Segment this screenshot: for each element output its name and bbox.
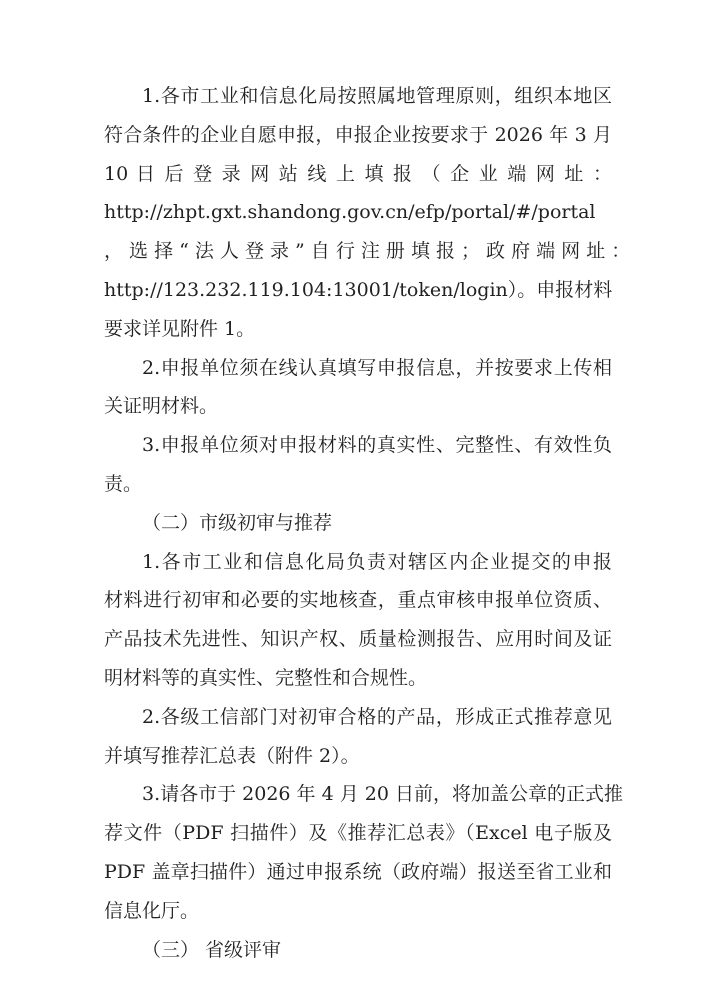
text-line: 责。 <box>104 472 143 495</box>
text-line: 产品技术先进性、知识产权、质量检测报告、应用时间及证 <box>104 628 612 651</box>
paragraph <box>104 543 612 698</box>
text-line: 明材料等的真实性、完整性和合规性。 <box>104 666 428 689</box>
paragraph <box>104 698 612 776</box>
paragraph <box>104 349 612 427</box>
paragraph <box>104 775 623 930</box>
text-line: 2.各级工信部门对初审合格的产品，形成正式推荐意见 <box>142 705 612 728</box>
text-line: 材料进行初审和必要的实地核查，重点审核申报单位资质、 <box>104 589 612 612</box>
text-line: ， 选 择 “ 法 人 登 录 ” 自 行 注 册 填 报 ； 政 府 端 网 址 ： <box>104 240 631 263</box>
text-line: （二）市级初审与推荐 <box>142 511 333 534</box>
text-line: （三） 省级评审 <box>142 938 282 961</box>
paragraph <box>104 426 612 504</box>
text-line: 3.申报单位须对申报材料的真实性、完整性、有效性负 <box>142 434 612 457</box>
text-line: 10 日 后 登 录 网 站 线 上 填 报 （ 企 业 端 网 址 ： <box>104 162 612 185</box>
text-line: 信息化厅。 <box>104 899 200 922</box>
text-line: http://zhpt.gxt.shandong.gov.cn/efp/portal/#/portal <box>104 201 596 224</box>
text-line: 1.各市工业和信息化局负责对辖区内企业提交的申报 <box>142 550 612 573</box>
text-line: 要求详见附件 1。 <box>104 317 256 340</box>
text-line: 2.申报单位须在线认真填写申报信息，并按要求上传相 <box>142 356 612 379</box>
text-line: 3.请各市于 2026 年 4 月 20 日前，将加盖公章的正式推 <box>142 783 623 806</box>
text-line: 荐文件（PDF 扫描件）及《推荐汇总表》（Excel 电子版及 <box>104 822 612 845</box>
text-line: 1.各市工业和信息化局按照属地管理原则，组织本地区 <box>142 85 612 107</box>
text-line: 并填写推荐汇总表（附件 2）。 <box>104 744 360 767</box>
text-line: 符合条件的企业自愿申报，申报企业按要求于 2026 年 3 月 <box>104 123 612 146</box>
paragraph <box>104 77 631 349</box>
section-heading <box>104 931 612 970</box>
text-line: http://123.232.119.104:13001/token/login）。申报材料 <box>104 278 613 301</box>
text-line: PDF 盖章扫描件）通过申报系统（政府端）报送至省工业和 <box>104 860 612 883</box>
text-line: 关证明材料。 <box>104 395 219 418</box>
document-page <box>104 77 631 969</box>
section-heading <box>104 504 612 543</box>
